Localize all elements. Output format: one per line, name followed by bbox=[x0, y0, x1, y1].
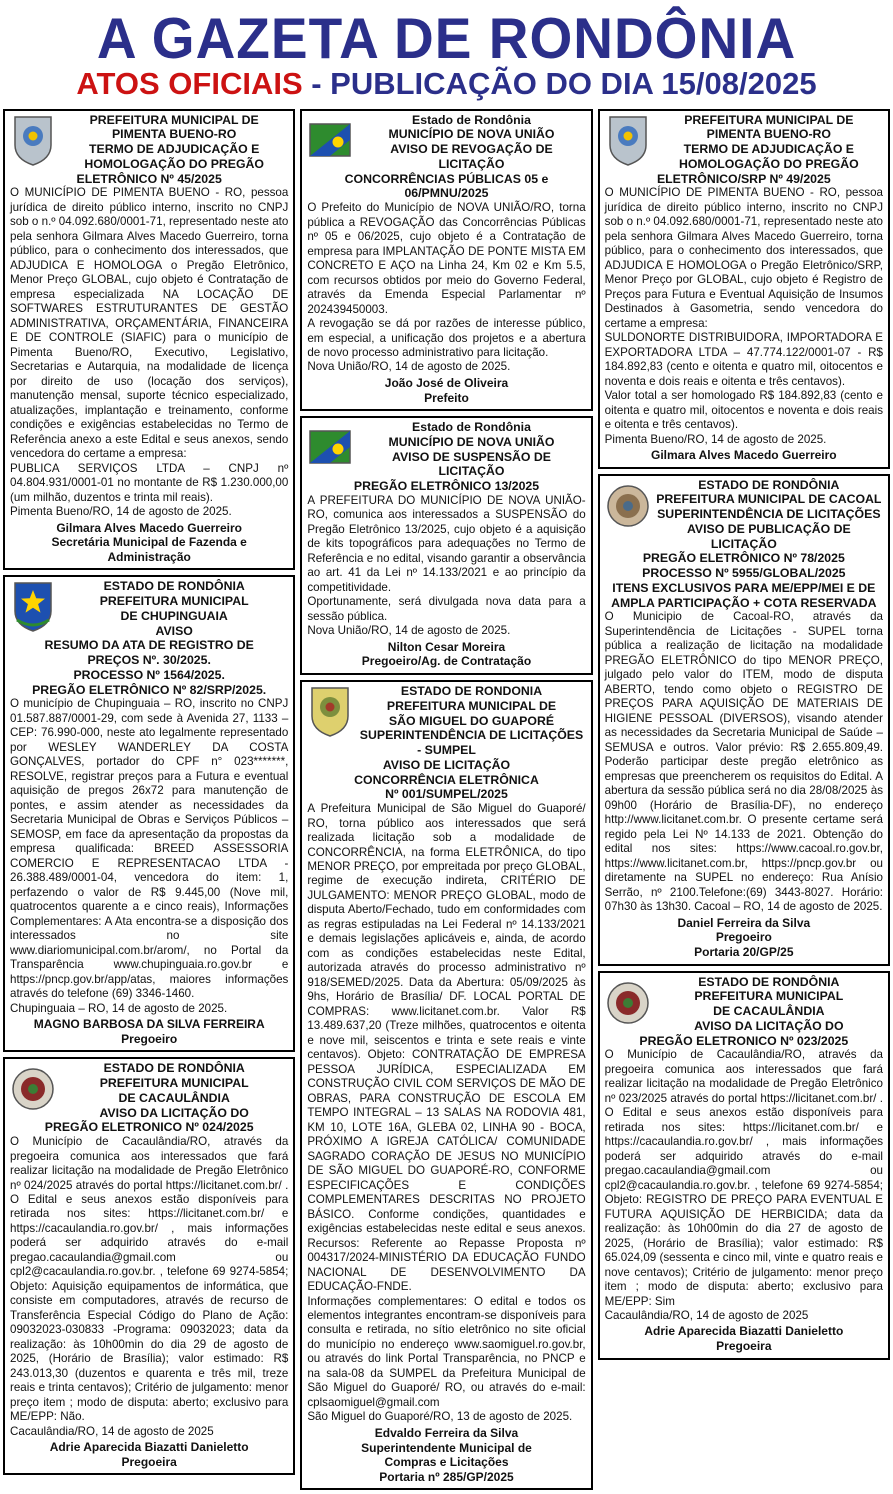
notice-signature bbox=[10, 521, 288, 565]
notice-pimenta-bueno-45 bbox=[3, 109, 295, 571]
notice-title-line: ESTADO DE RONDÔNIA bbox=[698, 477, 840, 492]
notice-title-line: PREFEITURA MUNICIPAL DE bbox=[386, 698, 557, 713]
sao-miguel-crest-icon bbox=[307, 685, 353, 739]
notice-signature bbox=[10, 1440, 288, 1469]
notice-title-line: PREFEITURA MUNICIPAL DE bbox=[89, 112, 259, 127]
notice-title-line: AVISO bbox=[155, 623, 193, 638]
notice-signature bbox=[307, 376, 585, 405]
edition-subtitle bbox=[0, 68, 893, 101]
subtitle-publication-date: - PUBLICAÇÃO DO DIA 15/08/2025 bbox=[302, 66, 817, 102]
masthead bbox=[0, 0, 893, 109]
signature-line: Compras e Licitações bbox=[384, 1455, 509, 1470]
notice-paragraph: O Município de Cacaulândia/RO, através da pregoeira comunica aos interessados que fará realizar licitação na modalidade de Pregão Eletrônico nº 023/2025 através do portal https://licitanet.com.br/ . O Edital e seus anexos estão disponíveis para retirada nos sites: https://licitanet.com.br/ e https://cacaulandia.ro.gov.br/ , mais informações poderá ser adquirido através do e-mail pregao.cacaulandia@gmail.com ou cpl2@cacaulandia.ro.gov.br. , telefone 69 9274-5854; Objeto: REGISTRO DE PREÇO PARA EVENTUAL E FUTURA AQUISIÇÃO DE HERBICIDA; data da realização: às 10h00min do dia 27 de agosto de 2025, (Horário de Brasília); valor estimado: R$ 65.024,09 (sessenta e cinco mil, vinte e quatro reais e nove centavos); Critério de julgamento: menor preço item ; modo de disputa: aberto; exclusivo para ME/EPP: Sim bbox=[604, 1048, 883, 1308]
notice-title-line: PREFEITURA MUNICIPAL bbox=[99, 594, 249, 609]
notice-title-line: AVISO DE PUBLICAÇÃO DE LICITAÇÃO bbox=[686, 521, 851, 551]
notice-signature bbox=[307, 640, 585, 669]
notice-title-line: PREGÃO ELETRONICO Nº 023/2025 bbox=[639, 1033, 849, 1048]
signature-line: João José de Oliveira bbox=[384, 375, 509, 390]
notice-paragraph: SULDONORTE DISTRIBUIDORA, IMPORTADORA E EXPORTADORA LTDA – 47.774.122/0001-07 - R$ 184.892,83 (cento e oitenta e quatro mil, oitocentos e noventa e dois reais e oitenta e três centavos). bbox=[604, 331, 883, 388]
notice-paragraph: O Municipio de Cacoal-RO, através da Superintendência de Licitações - SUPEL torna pública a realização de licitação na modalidade PREGÃO ELETRÔNICO do tipo MENOR PREÇO, julgado pelo valor do ITEM, modo de disputa ABERTO, tendo como objeto o REGISTRO DE PREÇOS PARA AQUISIÇÃO DE MATERIAIS DE HIGIENE PESSOAL (DIVERSOS), visando atender as necessidades da Secretaria Municipal de Saúde – SEMUSA e outros. Valor prévio: R$ 2.655.809,49. Poderão participar deste pregão eletrônico as empresas que preencherem os requisitos do Edital. A abertura da sessão pública será no dia 28/08/2025 às 09h00 (Horário de Brasília-DF), no endereço http://www.licitanet.com.br. O presente certame será regido pela Lei Nº 14.133 de 2021. Obtenção do edital nos sites: https://www.cacoal.ro.gov.br, https://www.licitanet.com.br, https://pncp.gov.br ou diretamente na SUPEL no endereço: Rua Anísio Serrão, nº 2100.Telefone:(69) 3443-8027. Horário: 07h30 às 13h30. Cacoal – RO, 14 de agosto de 2025. bbox=[604, 610, 883, 914]
notice-signature bbox=[605, 448, 883, 463]
notice-paragraph: Nova União/RO, 14 de agosto de 2025. bbox=[307, 624, 511, 638]
signature-line: Portaria nº 285/GP/2025 bbox=[379, 1469, 514, 1484]
notice-signature bbox=[307, 1426, 585, 1485]
notice-paragraph: São Miguel do Guaporé/RO, 13 de agosto de 2025. bbox=[307, 1410, 573, 1424]
notice-title-line: DE CHUPINGUAIA bbox=[120, 608, 228, 623]
cacaulandia-crest-icon bbox=[10, 1062, 56, 1116]
signature-line: Pregoeiro bbox=[715, 930, 772, 945]
notice-paragraph: O Município de Cacaulândia/RO, através da pregoeira comunica aos interessados que fará realizar licitação na modalidade de Pregão Eletrônico nº 024/2025 através do portal https://licitanet.com.br/ . O Edital e seus anexos estão disponíveis para retirada nos sites: https://licitanet.com.br/ e https://cacaulandia.ro.gov.br/ , mais informações poderá ser adquirido através do e-mail pregao.cacaulandia@gmail.com ou cpl2@cacaulandia.ro.gov.br. , telefone 69 9274-5854; Objeto: Aquisição equipamentos de informática, que consiste em computadores, através de recurso de Transferência Especial Código do Plano de Ação: 09032023-030833 -Programa: 09032023; data da realização: às 10h00min do dia 29 de agosto de 2025, (Horário de Brasília); valor estimado: R$ 243.013,30 (duzentos e quarenta e três mil, treze reais e trinta centavos); Critério de julgamento: menor preço item ; modo de disputa: aberto; exclusivo para ME/EPP: Não. bbox=[10, 1135, 289, 1424]
notice-title-line: PREFEITURA MUNICIPAL bbox=[694, 989, 844, 1004]
notice-title-line: ESTADO DE RONDONIA bbox=[400, 684, 543, 699]
notice-title-line: AVISO DE REVOGAÇÃO DE LICITAÇÃO bbox=[390, 142, 553, 171]
notice-title-line: SÃO MIGUEL DO GUAPORÉ bbox=[388, 713, 555, 728]
notice-title-line: ESTADO DE RONDÔNIA bbox=[698, 974, 840, 989]
notice-title-line: TERMO DE ADJUDICAÇÃO E bbox=[88, 142, 260, 157]
signature-line: Gilmara Alves Macedo Guerreiro bbox=[651, 448, 837, 463]
notices-grid bbox=[0, 109, 893, 1494]
notice-title-line: CONCORRÊNCIA ELETRÔNICA bbox=[354, 772, 539, 787]
notice-paragraph: Chupinguaia – RO, 14 de agosto de 2025. bbox=[10, 1001, 228, 1015]
notice-title-line: Estado de Rondônia bbox=[412, 420, 531, 435]
notice-signature bbox=[605, 916, 883, 960]
notice-title-line: PREFEITURA MUNICIPAL bbox=[99, 1076, 249, 1091]
notice-title-line: PREGÃO ELETRÔNICO Nº 78/2025 bbox=[642, 551, 845, 566]
notice-paragraph: Cacaulândia/RO, 14 de agosto de 2025 bbox=[10, 1424, 214, 1438]
signature-line: Adrie Aparecida Biazatti Danieletto bbox=[49, 1440, 249, 1455]
notice-title-line: PROCESSO Nº 1564/2025. bbox=[73, 667, 225, 682]
notice-paragraph: O Prefeito do Município de NOVA UNIÃO/RO, torna pública a REVOGAÇÃO das Concorrências Públicas nº 05 e 06/2025, cujo objeto é a Contratação de empresa para IMPLANTAÇÃO DE PONTE MISTA EM CONCRETO E AÇO na Linha 24, Km 02 e Km 5.5, com recursos obtidos por meio do Governo Federal, através da Emenda Especial Parlamentar nº 202439450003. bbox=[307, 201, 586, 316]
cacaulandia-crest-icon bbox=[605, 976, 651, 1030]
notice-paragraph: A PREFEITURA DO MUNICÍPIO DE NOVA UNIÃO-RO, comunica aos interessados a SUSPENSÃO do Pregão Eletrônico 13/2025, cujo objeto é a aquisição de kits topográficos para adequações no Termo de Referência e no edital, visando garantir a observância ao art. 41 da Lei nº 14.133/2021 e ao princípio da competitividade. bbox=[307, 493, 586, 594]
notice-title-line: ELETRÔNICO/SRP Nº 49/2025 bbox=[656, 171, 831, 186]
signature-line: Daniel Ferreira da Silva bbox=[677, 915, 811, 930]
cacoal-crest-icon bbox=[605, 479, 651, 533]
notice-title-line: DE CACAULÂNDIA bbox=[118, 1090, 230, 1105]
notice-cacaulandia-024 bbox=[3, 1057, 295, 1475]
notice-title-line: HOMOLOGAÇÃO DO PREGÃO bbox=[678, 156, 859, 171]
notice-nova-uniao-suspensao bbox=[300, 416, 592, 675]
chupinguaia-crest-icon bbox=[10, 580, 56, 634]
signature-line: Superintendente Municipal de bbox=[361, 1440, 532, 1455]
signature-line: Portaria 20/GP/25 bbox=[694, 944, 794, 959]
notice-signature bbox=[10, 1017, 288, 1046]
signature-line: Adrie Aparecida Biazatti Danieletto bbox=[644, 1324, 844, 1339]
column-3 bbox=[598, 109, 890, 1360]
notice-title-line: MUNICÍPIO DE NOVA UNIÃO bbox=[388, 127, 555, 142]
notice-title-line: PREFEITURA MUNICIPAL DE CACOAL bbox=[656, 492, 882, 507]
notice-title-line: ELETRÔNICO Nº 45/2025 bbox=[76, 171, 222, 186]
notice-cacaulandia-023 bbox=[598, 971, 890, 1360]
notice-paragraph: Pimenta Bueno/RO, 14 de agosto de 2025. bbox=[10, 505, 232, 519]
subtitle-atos-oficiais: ATOS OFICIAIS bbox=[76, 66, 303, 102]
pimenta-bueno-crest-icon bbox=[605, 114, 651, 168]
signature-line: Edvaldo Ferreira da Silva bbox=[374, 1425, 519, 1440]
column-2 bbox=[300, 109, 592, 1491]
notice-paragraph: Nova União/RO, 14 de agosto de 2025. bbox=[307, 360, 511, 374]
notice-title-line: PREGÃO ELETRÔNICO Nº 82/SRP/2025. bbox=[32, 682, 267, 697]
notice-title-line: RESUMO DA ATA DE REGISTRO DE bbox=[44, 638, 254, 653]
notice-title-line: DE CACAULÂNDIA bbox=[713, 1004, 825, 1019]
notice-title-line: TERMO DE ADJUDICAÇÃO E bbox=[683, 142, 854, 157]
notice-paragraph: Informações complementares: O edital e todos os elementos integrantes encontram-se disponíveis para consulta e retirada, no sítio eletrônico no site oficial do município no endereço www.saomiguel.ro.gov.br, ou através do link Portal Transparência, no PNCP e na sala-08 da SUMPEL da Prefeitura Municipal de São Miguel do Guaporé/ RO, ou através do e-mail: cplsaomiguel@gmail.com bbox=[307, 1294, 586, 1409]
notice-signature bbox=[605, 1324, 883, 1353]
pimenta-bueno-crest-icon bbox=[10, 114, 56, 168]
notice-paragraph: O MUNICÍPIO DE PIMENTA BUENO - RO, pessoa jurídica de direito público interno, inscrito no CNPJ sob o n.º 04.092.680/0001-71, representado neste ato pela senhora Gilmara Alves Macedo Guerreiro, torna público, para o conhecimento dos interessados, que ADJUDICA E HOMOLOGA o Pregão Eletrônico/SRP, Menor Preço por GLOBAL, cujo objeto é Registro de Preços para Futura e Eventual Aquisição de Insumos Destinados à Gasometria, sendo vencedora do certame a empresa: bbox=[604, 186, 883, 330]
signature-line: Prefeito bbox=[424, 390, 469, 405]
notice-title-line: AVISO DE LICITAÇÃO bbox=[382, 757, 511, 772]
notice-nova-uniao-revogacao bbox=[300, 109, 592, 412]
notice-title-line: AVISO DA LICITAÇÃO DO bbox=[99, 1105, 249, 1120]
notice-cacoal-78 bbox=[598, 474, 890, 966]
notice-title-line: PROCESSO Nº 5955/GLOBAL/2025 bbox=[642, 566, 846, 581]
notice-paragraph: Pimenta Bueno/RO, 14 de agosto de 2025. bbox=[604, 432, 827, 446]
signature-line: Pregoeiro/Ag. de Contratação bbox=[361, 654, 532, 669]
notice-title-line: ESTADO DE RONDÔNIA bbox=[103, 1061, 245, 1076]
notice-paragraph: PUBLICA SERVIÇOS LTDA – CNPJ nº 04.804.931/0001-01 no montante de R$ 1.230.000,00 (um milhão, duzentos e trinta mil reais). bbox=[10, 461, 289, 504]
notice-title-line: Nº 001/SUMPEL/2025 bbox=[385, 787, 508, 802]
notice-title-line: PREGÃO ELETRONICO Nº 024/2025 bbox=[44, 1120, 254, 1135]
signature-line: Pregoeira bbox=[121, 1454, 177, 1469]
notice-paragraph: Cacaulândia/RO, 14 de agosto de 2025 bbox=[604, 1309, 809, 1322]
notice-paragraph: A Prefeitura Municipal de São Miguel do Guaporé/ RO, torna público aos interessados que será realizada licitação sob a modalidade de CONCORRÊNCIA, na forma ELETRÔNICA, do tipo MENOR PREÇO, por empreitada por preço GLOBAL, regime de execução indireta, CRITÉRIO DE JULGAMENTO: MENOR PREÇO GLOBAL, modo de disputa Aberto/Fechado, tudo em conformidades com as regras estipuladas na Lei Federal nº 14.133/2021 e demais legislações aplicáveis e, ainda, de acordo com as condições estabelecidas neste Edital, autorizada através do processo administrativo nº 918/SEMED/2025. Data da Abertura: 05/09/2025 às 9hs, Horário de Brasília/ DF. LOCAL PORTAL DE COMPRAS: www.licitanet.com.br. Valor R$ 13.489.637,20 (Treze milhões, quatrocentos e oitenta e nove mil, seiscentos e trinta e sete reais e vinte centavos). Objeto: CONTRATAÇÃO DE EMPRESA PESSOA JURÍDICA, ESPECIALIZADA EM CONSTRUÇÃO CIVIL COM SERVIÇOS DE MÃO DE OBRAS, PARA CONSTRUÇÃO DE ESCOLA EM TEMPO INTEGRAL – 13 SALAS NA RODOVIA 481, KM 10, LOTE 16A, GLEBA 02, LINHA 90 - BOCA, PRÓXIMO A IGREJA CATÓLICA/ COMUNIDADE SAGRADO CORAÇÃO DE JESUS NO MUNICÍPIO DE SÃO MIGUEL DO GUAPORÉ-RO, CONFORME ESPECIFICAÇÕES E CONDIÇÕES COMPLEMENTARES DESCRITAS NO PROJETO BÁSICO. Conforme condições, quantidades e exigências estabelecidas neste edital e seus anexos. Recursos: Referente ao Repasse Proposta nº 004317/2024-MINISTÉRIO DA EDUCAÇÃO FUNDO NACIONAL DE DESENVOLVIMENTO DA EDUCAÇÃO-FNDE. bbox=[307, 802, 586, 1294]
signature-line: Gilmara Alves Macedo Guerreiro bbox=[56, 520, 242, 535]
signature-line: MAGNO BARBOSA DA SILVA FERREIRA bbox=[33, 1017, 265, 1032]
notice-title-line: PREFEITURA MUNICIPAL DE bbox=[684, 112, 854, 127]
notice-title-line: MUNICÍPIO DE NOVA UNIÃO bbox=[388, 434, 555, 449]
notice-title-line: PREGÃO ELETRÔNICO 13/2025 bbox=[353, 479, 540, 494]
notice-title-line: PIMENTA BUENO-RO bbox=[706, 127, 831, 142]
notice-paragraph: Valor total a ser homologado R$ 184.892,83 (cento e oitenta e quatro mil, oitocentos e noventa e dois reais e oitenta e três centavos). bbox=[604, 389, 883, 432]
signature-line: Pregoeiro bbox=[121, 1031, 178, 1046]
nova-uniao-crest-icon bbox=[307, 421, 353, 475]
notice-title-line: SUPERINTENDÊNCIA DE LICITAÇÕES - SUMPEL bbox=[359, 728, 584, 758]
notice-title-line: Estado de Rondônia bbox=[412, 112, 531, 127]
notice-title-line: SUPERINTENDÊNCIA DE LICITAÇÕES bbox=[657, 507, 881, 522]
notice-chupinguaia-30 bbox=[3, 575, 295, 1052]
notice-title-line: AVISO DA LICITAÇÃO DO bbox=[694, 1018, 844, 1033]
notice-pimenta-bueno-49 bbox=[598, 109, 890, 469]
notice-title-line: AVISO DE SUSPENSÃO DE LICITAÇÃO bbox=[392, 449, 551, 479]
signature-line: Nilton Cesar Moreira bbox=[387, 639, 506, 654]
notice-paragraph: O município de Chupinguaia – RO, inscrito no CNPJ 01.587.887/0001-29, com sede à Avenida 27, 1133 – CEP: 76.990-000, neste ato legalmente representado por WESLEY WANDERLEY DA COSTA GONÇALVES, portador do CPF n° 023*******, RESOLVE, registrar preços para a Futura e eventual aquisição de pregos 26x72 para manutenção de pontes, e assim atender as necessidades da Secretaria Municipal de Obras e Serviços Públicos – SEMOSP, em face da apresentação da propostas da empresa qualificada: BREED ASSESSORIA COMERCIO E REPRESENTACAO LTDA - 26.388.489/0001-04, vencedora do item: 1, perfazendo o valor de R$ 9.445,00 (Nove mil, quatrocentos quarente a e cinco reais), Informações Complementares: A Ata encontra-se a disposição dos interessados no site www.diariomunicipal.com.br/arom/, no Portal da Transparência www.chupinguaia.ro.gov.br e https://pncp.gov.br/app/atas, maiores informações através do telefone (69) 3346-1460. bbox=[10, 697, 289, 1001]
newspaper-title: A GAZETA DE RONDÔNIA bbox=[96, 5, 797, 71]
notice-paragraph: A revogação se dá por razões de interesse público, em especial, a unificação dos projetos e a abertura de novo processo administrativo para licitação. bbox=[307, 317, 586, 359]
column-1 bbox=[3, 109, 295, 1476]
notice-title-line: ESTADO DE RONDÔNIA bbox=[103, 579, 245, 594]
nova-uniao-crest-icon bbox=[307, 114, 353, 168]
signature-line: Pregoeira bbox=[716, 1339, 772, 1354]
notice-paragraph: Oportunamente, será divulgada nova data para a sessão pública. bbox=[307, 595, 586, 623]
notice-title-line: CONCORRÊNCIAS PÚBLICAS 05 e 06/PMNU/2025 bbox=[344, 171, 549, 201]
notice-title-line: HOMOLOGAÇÃO DO PREGÃO bbox=[84, 156, 264, 171]
notice-sao-miguel-001 bbox=[300, 680, 592, 1490]
notice-paragraph: O MUNICÍPIO DE PIMENTA BUENO - RO, pessoa jurídica de direito público interno, inscrito no CNPJ sob o n.º 04.092.680/0001-71, representado neste ato pela senhora Gilmara Alves Macedo Guerreiro, torna público, para o conhecimento dos interessados, que ADJUDICA E HOMOLOGA o Pregão Eletrônico, Menor Preço GLOBAL, cujo objeto é Contratação de empresa especializada NA LOCAÇÃO DE SOFTWARES ESTRUTURANTES DE GESTÃO ADMINISTRATIVA, ORÇAMENTÁRIA, FINANCEIRA E DE CONTROLE (SIAFIC) para o município de Pimenta Bueno/RO, Executivo, Legislativo, Secretarias e Autarquia, na modalidade de licença por direito de uso (locação dos serviços), manutenção mensal, suporte técnico especializado, atualizações, implantação e treinamento, conforme condições e exigências estabelecidas no Termo de Referência anexo a este Edital e seus anexos, sendo vencedora do certame a empresa: bbox=[10, 186, 289, 461]
notice-title-line: PIMENTA BUENO-RO bbox=[111, 127, 237, 142]
notice-title-line: ITENS EXCLUSIVOS PARA ME/EPP/MEI E DE AMPLA PARTICIPAÇÃO + COTA RESERVADA bbox=[611, 580, 877, 610]
signature-line: Secretária Municipal de Fazenda e Administração bbox=[51, 535, 247, 564]
notice-title-line: PREÇOS Nº. 30/2025. bbox=[87, 653, 211, 668]
